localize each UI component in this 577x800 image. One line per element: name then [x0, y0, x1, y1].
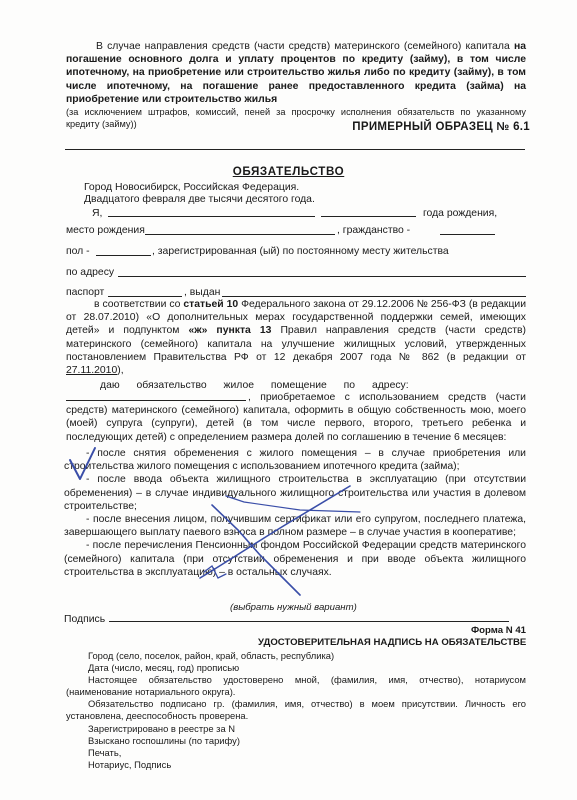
variant-note: (выбрать нужный вариант) — [230, 602, 357, 613]
cert-line: Зарегистрировано в реестре за N — [88, 722, 236, 734]
cert-line: Взыскано госпошлины (по тарифу) — [88, 734, 240, 746]
legal-basis-paragraph — [66, 298, 526, 377]
birth-place-label: место рождения — [66, 225, 145, 236]
form-number: Форма N 41 — [470, 625, 526, 636]
legal-text-end: ), — [117, 365, 124, 377]
header-paragraph — [66, 40, 526, 106]
list-item: - после снятия обременения с жилого помещения – в случае приобретения или строительства жилого помещения с использованием ипотечного кредита (займа); — [64, 448, 526, 473]
legal-article-ref: статьей 10 — [183, 299, 239, 310]
legal-edition-date: 27.11.2010 — [66, 365, 118, 377]
legal-clause-ref: «ж» пункта 13 — [188, 325, 272, 337]
cert-line: Нотариус, Подпись — [88, 758, 172, 770]
signature-line — [109, 611, 509, 622]
obligation-text: , приобретаемое с использованием средств (части средств) материнского (семейного) капитала, оформить в общую собственность мою, моего (моей) супруга (супруги), детей (в том числе первого, второго, третьего ребенка и последующих детей) с определением размера долей по соглашению в течение 6 месяцев: — [66, 392, 526, 443]
cert-line: Дата (число, месяц, год) прописью — [88, 662, 240, 674]
registered-label: , зарегистрированная (ый) по постоянному месту жительства — [152, 246, 449, 257]
certification-block — [66, 650, 526, 771]
birth-year-label: года рождения, — [423, 208, 498, 219]
passport-label: паспорт — [66, 287, 105, 298]
obligation-start: даю обязательство жилое помещение по адресу: — [100, 380, 409, 391]
header-text: В случае направления средств (части средств) материнского (семейного) капитала — [96, 41, 510, 52]
horizontal-rule — [65, 149, 525, 150]
birth-year-field-line — [321, 216, 416, 217]
conditions-list — [64, 447, 526, 579]
list-item: - после ввода объекта жилищного строительства в эксплуатацию (при отсутствии обременения) – в случае индивидуального жилищного строительства или участия в долевом строительстве; — [64, 474, 526, 512]
address-field-line — [118, 276, 526, 277]
issued-label: , выдан — [184, 287, 221, 298]
legal-text-b: Федерального закона от 29.12.2006 № 256-ФЗ (в редакции от 28.07.2010) «О дополнительных мерах государственной поддержки семей, имеющих детей» и подпунктом — [66, 299, 527, 337]
cert-line: Настоящее обязательство удостоверено мной, (фамилия, имя, отчество), нотариусом (наименование нотариального округа). — [66, 674, 526, 698]
legal-text-c: Правил направления средств (части средств) материнского (семейного) капитала на улучшение жилищных условий, утвержденных постановлением Правительства РФ от 12 декабря 2007 года № 862 (в редакции от — [66, 325, 527, 363]
header-bold-text: на погашение основного долга и уплату процентов по кредиту (займу), в том числе ипотечному, на приобретение или строительство жилья либо по кредиту (займу), в том числе ипотечному, на погашение ранее предоставленного кредита (займа) на приобретение или строительство жилья — [66, 41, 527, 105]
list-item: - после перечисления Пенсионным фондом Российской Федерации средств материнского (семейного) капитала (при отсутствии обременения и при вводе объекта жилищного строительства в эксплуатацию) – в остальных случаях. — [64, 540, 526, 578]
sample-label: ПРИМЕРНЫЙ ОБРАЗЕЦ № 6.1 — [352, 121, 530, 133]
legal-text-a: в соответствии со — [94, 299, 181, 310]
birth-place-field-line — [145, 234, 335, 235]
name-field-line — [108, 216, 315, 217]
field-ya-label: Я, — [92, 208, 103, 219]
issued-field-line — [222, 296, 526, 297]
cert-line: Печать, — [88, 746, 122, 758]
passport-field-line — [108, 296, 182, 297]
certification-title: УДОСТОВЕРИТЕЛЬНАЯ НАДПИСЬ НА ОБЯЗАТЕЛЬСТВЕ — [258, 637, 527, 648]
citizenship-label: , гражданство - — [337, 225, 411, 236]
cert-line: Обязательство подписано гр. (фамилия, имя, отчество) в моем присутствии. Личность его установлена, дееспособность проверена. — [66, 698, 526, 722]
signature-label: Подпись — [64, 614, 106, 625]
header-note: (за исключением штрафов, комиссий, пеней за просрочку исполнения обязательств по указанному кредиту (займу)) — [66, 107, 526, 130]
place-line: Город Новосибирск, Российская Федерация. — [84, 182, 300, 193]
date-line: Двадцатого февраля две тысячи десятого года. — [84, 194, 315, 205]
list-item: - после внесения лицом, получившим сертификат или его супругом, последнего платежа, завершающего выплату паевого взноса в полном размере – в случае участия в кооперативе; — [64, 514, 526, 539]
document-title: ОБЯЗАТЕЛЬСТВО — [232, 165, 345, 178]
header-block — [66, 40, 526, 130]
cert-line: Город (село, поселок, район, край, область, республика) — [88, 650, 335, 661]
address-label: по адресу — [66, 267, 115, 278]
citizenship-field-line — [440, 234, 495, 235]
sex-label: пол - — [66, 246, 90, 257]
sex-field-line — [96, 255, 151, 256]
